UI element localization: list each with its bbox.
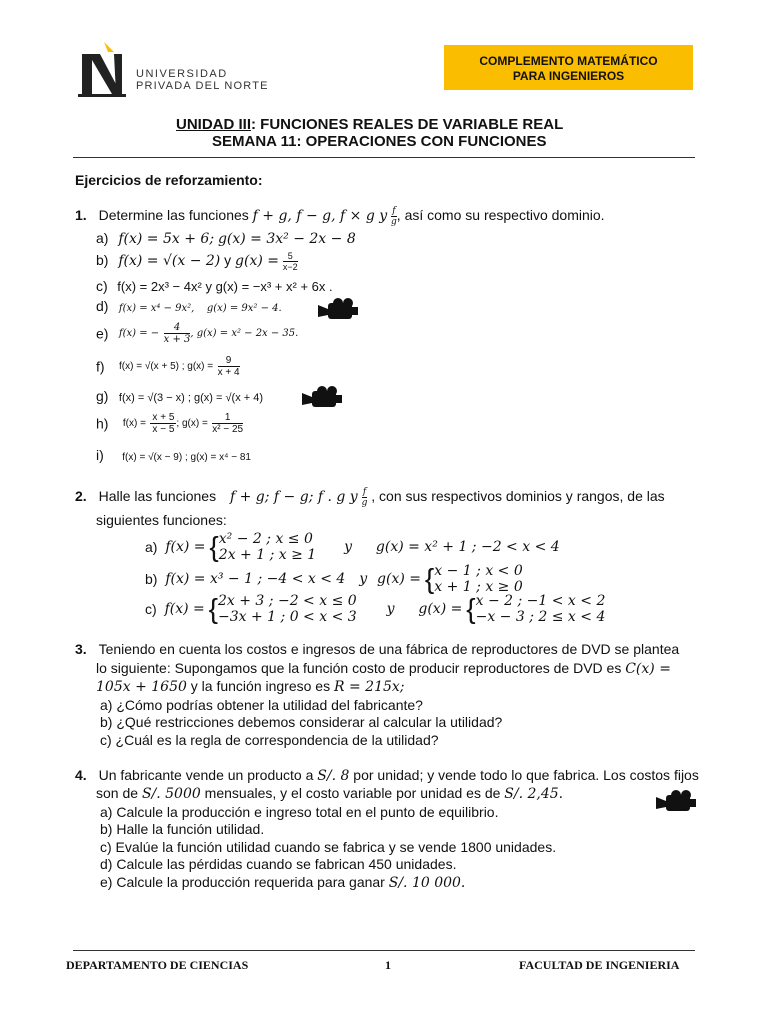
price-value: S/. 8 bbox=[317, 768, 350, 784]
ex1-item-d bbox=[96, 298, 282, 316]
ex3-line1 bbox=[75, 641, 679, 657]
ex2-tail: , con sus respectivos dominios y rangos, de las bbox=[371, 488, 665, 505]
course-line1: COMPLEMENTO MATEMÁTICO bbox=[479, 54, 658, 68]
g-expr: , g(x) = x² − 2x − 35. bbox=[190, 328, 299, 339]
frac-den: x + 4 bbox=[217, 367, 240, 378]
ex2-statement bbox=[75, 487, 695, 508]
g-expr: g(x) = −x³ + x² + 6x . bbox=[215, 279, 333, 294]
piecewise-brace: { bbox=[424, 563, 435, 594]
g-expr: g(x) = x² + 1 ; −2 < x < 4 bbox=[375, 539, 560, 555]
frac-den: x + 3 bbox=[163, 334, 191, 345]
footer-page-number: 1 bbox=[385, 958, 391, 972]
case-1: x − 2 ; −1 < x < 2 bbox=[475, 593, 606, 609]
f-expr: f(x) = √(x + 5) ; bbox=[119, 361, 185, 372]
case-1: 2x + 3 ; −2 < x ≤ 0 bbox=[218, 593, 357, 609]
ex3-item-c: c) ¿Cuál es la regla de correspondencia de la utilidad? bbox=[100, 732, 439, 748]
ex4-text: e) Calcule la producción requerida para ganar bbox=[100, 874, 385, 890]
item-label: g) bbox=[96, 388, 109, 404]
ex4-item-d: d) Calcule las pérdidas cuando se fabrican 450 unidades. bbox=[100, 856, 457, 872]
piecewise-cases bbox=[219, 531, 316, 563]
frac-den: x − 5 bbox=[152, 424, 175, 435]
ex4-item-b: b) Halle la función utilidad. bbox=[100, 821, 265, 837]
video-camera-icon[interactable] bbox=[300, 385, 344, 411]
f-lhs: f(x) = bbox=[165, 539, 206, 555]
ex2-line2: siguientes funciones: bbox=[96, 512, 227, 528]
unit-rest: : FUNCIONES REALES DE VARIABLE REAL bbox=[251, 116, 564, 133]
ex1-number: 1. bbox=[75, 207, 87, 224]
frac-num: 9 bbox=[218, 355, 240, 367]
piecewise-brace: { bbox=[208, 593, 218, 624]
case-2: x + 1 ; x ≥ 0 bbox=[434, 579, 523, 595]
item-label: f) bbox=[96, 358, 105, 375]
connector: y bbox=[359, 571, 368, 587]
ex2-number: 2. bbox=[75, 488, 87, 505]
f-fraction bbox=[164, 322, 191, 345]
item-label: a) bbox=[96, 230, 109, 246]
piecewise-brace: { bbox=[466, 593, 476, 624]
g-lhs: ; g(x) = bbox=[176, 418, 208, 429]
ex4-line1 bbox=[75, 767, 699, 784]
ex4-text: son de bbox=[96, 785, 139, 801]
ex3-text: Teniendo en cuenta los costos e ingresos de una fábrica de reproductores de DVD se plantea bbox=[98, 641, 680, 657]
unit-title bbox=[176, 116, 563, 133]
piecewise-cases bbox=[476, 593, 606, 625]
ex3-item-a: a) ¿Cómo podrías obtener la utilidad del fabricante? bbox=[100, 697, 423, 713]
item-label: d) bbox=[96, 298, 109, 314]
ex3-text: lo siguiente: Supongamos que la función costo de producir reproductores de DVD es bbox=[96, 660, 622, 676]
item-label: a) bbox=[145, 539, 158, 555]
cost-expr: 105x + 1650 bbox=[96, 679, 187, 695]
course-line2: PARA INGENIEROS bbox=[512, 69, 625, 83]
f-expr: f(x) = x³ − 1 ; −4 < x < 4 bbox=[165, 571, 346, 587]
frac-num: 1 bbox=[212, 412, 243, 424]
case-2: 2x + 1 ; x ≥ 1 bbox=[218, 547, 317, 563]
revenue-function: R = 215x; bbox=[333, 679, 405, 695]
ex1-item-f bbox=[96, 355, 240, 378]
logo-name-line1: UNIVERSIDAD bbox=[136, 68, 228, 80]
g-fraction bbox=[283, 251, 298, 272]
ex1-item-h bbox=[96, 412, 243, 435]
ex3-number: 3. bbox=[75, 641, 87, 657]
unit-label: UNIDAD III bbox=[176, 116, 251, 133]
f-expr: f(x) = 5x + 6; bbox=[118, 231, 215, 247]
course-banner bbox=[444, 45, 693, 90]
item-label: i) bbox=[96, 447, 104, 463]
ex1-item-g bbox=[96, 388, 263, 406]
ex2-lead: Halle las funciones bbox=[98, 488, 217, 505]
ex4-text: por unidad; y vende todo lo que fabrica. Los costos fijos bbox=[353, 767, 699, 783]
footer-department: DEPARTAMENTO DE CIENCIAS bbox=[66, 958, 249, 972]
week-title: SEMANA 11: OPERACIONES CON FUNCIONES bbox=[212, 133, 547, 150]
ex3-line3 bbox=[96, 678, 405, 695]
frac-num: 4 bbox=[164, 322, 191, 334]
f-expr: f(x) = √(3 − x) ; g(x) = √(x + 4) bbox=[118, 392, 264, 404]
video-camera-icon[interactable] bbox=[654, 789, 698, 815]
ex3-text: y la función ingreso es bbox=[190, 678, 331, 694]
ex4-item-c: c) Evalúe la función utilidad cuando se fabrica y se vende 1800 unidades. bbox=[100, 839, 557, 855]
piecewise-cases bbox=[218, 593, 357, 625]
ex1-item-e bbox=[96, 322, 298, 345]
item-label: c) bbox=[96, 278, 108, 294]
f-expr: f(x) = 2x³ − 4x² bbox=[117, 279, 202, 294]
ex1-statement bbox=[75, 206, 605, 227]
frac-den: g bbox=[361, 498, 368, 508]
frac-num: f bbox=[362, 487, 367, 497]
g-fraction bbox=[218, 355, 240, 378]
ex4-item-e bbox=[100, 874, 465, 891]
frac-den: x−2 bbox=[282, 262, 298, 272]
video-camera-icon[interactable] bbox=[316, 297, 360, 323]
frac-num: 5 bbox=[283, 251, 298, 262]
ex2-fraction bbox=[362, 487, 368, 508]
ex1-item-c bbox=[96, 278, 333, 294]
ex2-item-a bbox=[145, 531, 560, 563]
ex1-item-i bbox=[96, 447, 251, 465]
connector: y bbox=[201, 279, 216, 294]
g-expr: g(x) = 3x² − 2x − 8 bbox=[217, 231, 356, 247]
connector: y bbox=[386, 601, 395, 617]
section-heading: Ejercicios de reforzamiento: bbox=[75, 172, 263, 188]
footer-divider bbox=[73, 950, 695, 951]
ex4-number: 4. bbox=[75, 767, 87, 783]
fixed-cost-value: S/. 5000 bbox=[141, 786, 201, 802]
f-lhs: f(x) = bbox=[164, 601, 205, 617]
item-label: b) bbox=[96, 252, 109, 269]
g-expr: g(x) = 9x² − 4. bbox=[206, 303, 282, 314]
target-profit-value: S/. 10 000. bbox=[388, 875, 466, 891]
g-fraction bbox=[212, 412, 243, 435]
f-lhs: f(x) = bbox=[122, 418, 146, 429]
ex4-text: mensuales, y el costo variable por unidad es de bbox=[204, 785, 501, 801]
ex2-item-c bbox=[145, 593, 605, 625]
case-2: −x − 3 ; 2 ≤ x < 4 bbox=[475, 609, 606, 625]
logo-n-icon bbox=[78, 42, 130, 98]
ex1-frac-num: f bbox=[392, 206, 396, 216]
variable-cost-value: S/. 2,45. bbox=[504, 786, 564, 802]
f-lhs: f(x) = − bbox=[118, 328, 160, 339]
f-expr: f(x) = x⁴ − 9x², bbox=[118, 303, 195, 314]
ex4-line2 bbox=[96, 785, 563, 802]
case-1: x − 1 ; x < 0 bbox=[434, 563, 523, 579]
frac-den: x² − 25 bbox=[212, 424, 244, 435]
item-label: e) bbox=[96, 325, 109, 342]
ex3-line2 bbox=[96, 660, 671, 677]
item-label: h) bbox=[96, 415, 109, 432]
ex1-item-a bbox=[96, 230, 356, 247]
frac-num: x + 5 bbox=[152, 412, 175, 423]
footer-faculty: FACULTAD DE INGENIERIA bbox=[519, 958, 680, 972]
logo-name-line2: PRIVADA DEL NORTE bbox=[136, 80, 269, 92]
f-fraction bbox=[150, 412, 176, 435]
ex4-item-a: a) Calcule la producción e ingreso total en el punto de equilibrio. bbox=[100, 804, 499, 820]
g-lhs: g(x) = bbox=[235, 253, 280, 270]
title-divider bbox=[73, 157, 695, 158]
case-2: −3x + 1 ; 0 < x < 3 bbox=[218, 609, 357, 625]
f-expr: f(x) = √(x − 2) bbox=[118, 253, 221, 270]
item-label: b) bbox=[145, 571, 158, 587]
university-logo bbox=[78, 42, 298, 102]
ex1-item-b bbox=[96, 251, 298, 272]
cost-function: C(x) = bbox=[625, 661, 671, 677]
g-lhs: g(x) = bbox=[418, 601, 463, 617]
piecewise-cases bbox=[434, 563, 522, 595]
ex3-item-b: b) ¿Qué restricciones debemos considerar al calcular la utilidad? bbox=[100, 714, 503, 730]
ex2-ops: f + g; f − g; f . g y bbox=[229, 489, 358, 506]
ex1-frac-den: g bbox=[391, 217, 397, 227]
connector: y bbox=[220, 252, 236, 269]
case-1: x² − 2 ; x ≤ 0 bbox=[218, 531, 313, 547]
ex1-lead: Determine las funciones bbox=[98, 207, 249, 224]
connector: y bbox=[344, 539, 352, 555]
ex1-tail: , así como su respectivo dominio. bbox=[396, 207, 605, 224]
ex1-ops: f + g, f − g, f × g y bbox=[252, 208, 388, 225]
g-lhs: g(x) = bbox=[377, 571, 422, 587]
g-lhs: g(x) = bbox=[184, 361, 214, 372]
ex2-item-b bbox=[145, 563, 523, 595]
piecewise-brace: { bbox=[209, 531, 219, 562]
ex4-text: Un fabricante vende un producto a bbox=[98, 767, 314, 783]
f-expr: f(x) = √(x − 9) ; g(x) = x⁴ − 81 bbox=[122, 452, 251, 463]
item-label: c) bbox=[145, 601, 157, 617]
